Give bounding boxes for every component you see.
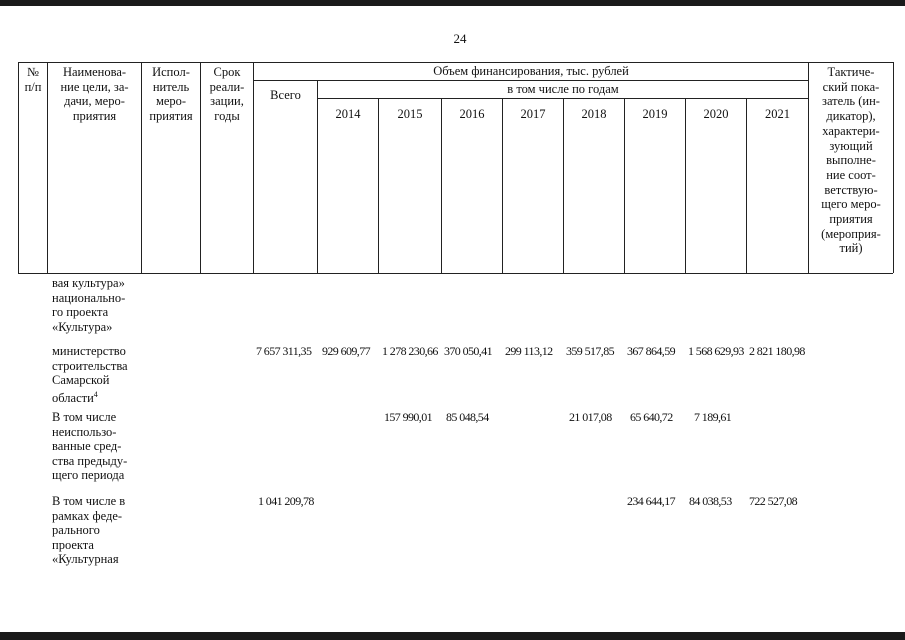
- value-2019: 367 864,59: [627, 344, 676, 358]
- ministry-text: министерство строительства Самарской области$^4$: [52, 344, 128, 405]
- unused-funds-text: В том числе неиспользо- ванные сред- ства предыду- щего периода: [52, 410, 128, 482]
- value-2015: 157 990,01: [384, 410, 433, 424]
- header-financing-title: Объем финансирования, тыс. рублей: [433, 64, 629, 78]
- continuation-text: вая культура» национально- го проекта «Культура»: [52, 276, 126, 334]
- col-divider: [624, 98, 625, 273]
- value-2014: 929 609,77: [322, 344, 371, 358]
- financing-title-line: [253, 80, 808, 81]
- table-border-right: [893, 62, 894, 273]
- value-2019: 234 644,17: [627, 494, 676, 508]
- federal-project-text: В том числе в рамках феде- рального проекта «Культурная: [52, 494, 126, 566]
- header-indicator: Тактиче- ский пока- затель (ин- дикатор), характери- зующий выполне- ние соот- ветствую- щего меро- приятия (мероприя- тий): [821, 65, 881, 256]
- value-total: 7 657 311,35: [256, 344, 312, 358]
- header-year: 2018: [581, 107, 607, 121]
- header-year: 2016: [459, 107, 485, 121]
- header-by-years: в том числе по годам: [507, 82, 619, 96]
- header-period: Срок реали- зации, годы: [209, 65, 245, 123]
- col-divider: [378, 98, 379, 273]
- page-number: 24: [453, 31, 467, 46]
- value-total: 1 041 209,78: [258, 494, 314, 508]
- top-border-rule: [0, 0, 905, 6]
- bottom-border-rule: [0, 632, 905, 640]
- header-executor: Испол- нитель меро- приятия: [149, 65, 193, 123]
- col-divider: [746, 98, 747, 273]
- header-year: 2020: [703, 107, 729, 121]
- header-bottom-line: [18, 273, 893, 274]
- value-2021: 722 527,08: [749, 494, 798, 508]
- value-2020: 1 568 629,93: [688, 344, 744, 358]
- col-divider: [502, 98, 503, 273]
- value-2017: 299 113,12: [505, 344, 553, 358]
- value-2018: 359 517,85: [566, 344, 615, 358]
- header-top-line: [18, 62, 893, 63]
- col-divider: [441, 98, 442, 273]
- header-total: Всего: [270, 88, 301, 102]
- footnote-marker: 4: [93, 389, 98, 399]
- col-divider: [685, 98, 686, 273]
- header-name: Наименова- ние цели, за- дачи, меро- приятия: [60, 65, 129, 123]
- col-divider: [563, 98, 564, 273]
- value-2020: 84 038,53: [689, 494, 732, 508]
- value-2016: 85 048,54: [446, 410, 489, 424]
- header-year: 2014: [335, 107, 361, 121]
- header-year: 2019: [642, 107, 668, 121]
- header-number: № п/п: [24, 65, 42, 94]
- header-year: 2021: [765, 107, 790, 121]
- value-2015: 1 278 230,66: [382, 344, 438, 358]
- header-year: 2017: [520, 107, 546, 121]
- value-2016: 370 050,41: [444, 344, 493, 358]
- value-2021: 2 821 180,98: [749, 344, 805, 358]
- value-2018: 21 017,08: [569, 410, 612, 424]
- header-year: 2015: [397, 107, 423, 121]
- value-2019: 65 640,72: [630, 410, 673, 424]
- value-2020: 7 189,61: [694, 410, 732, 424]
